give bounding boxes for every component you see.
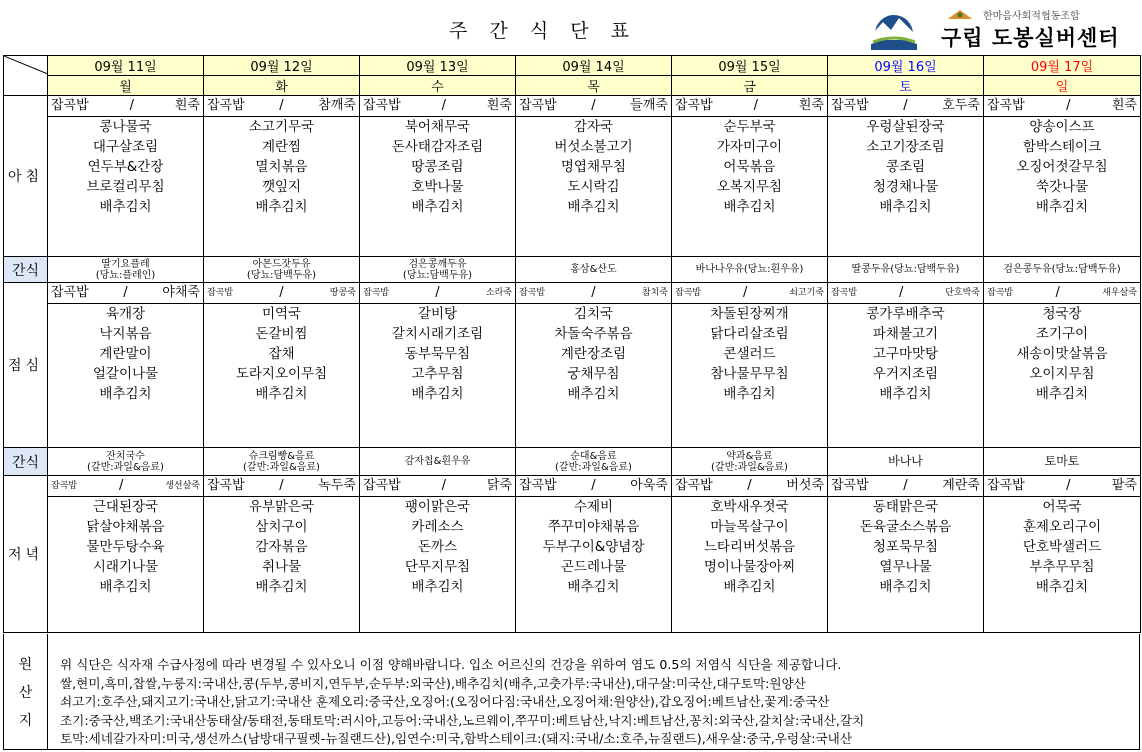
- origin-label: 원 산 지: [4, 634, 48, 750]
- dish-item: 호박나물: [411, 179, 464, 195]
- slash-text: /: [279, 478, 284, 493]
- dinner-cell: [828, 476, 984, 633]
- dish-item: 배추김치: [411, 579, 464, 595]
- dish-item: 콩조림: [885, 159, 926, 175]
- porridge-text: 쇠고기죽: [789, 288, 824, 298]
- origin-line: 쌀,현미,흑미,찹쌀,누룽지:국내산,콩(두부,콩비지,연두부,순두부:외국산),배추김치(배추,고춧가루:국내산),대구살:미국산,대구토막:원양산: [60, 675, 806, 691]
- snack-item: 홍삼&산도: [570, 264, 617, 275]
- slash-text: /: [279, 285, 284, 300]
- porridge-line: [48, 476, 203, 497]
- dish-item: 느타리버섯볶음: [703, 539, 796, 555]
- dish-item: 훈제오리구이: [1022, 519, 1102, 535]
- snack-item: 딸콩두유(당뇨:담백두유): [851, 264, 960, 275]
- dish-item: 배추김치: [567, 386, 620, 402]
- dish-item: 유부맑은국: [248, 499, 315, 515]
- origin-line: 조기:중국산,백조기:국내산동태살/동태전,동태토막:러시아,고등어:국내산,노르웨이,쭈꾸미:베트남산,낙지:베트남산,꽁치:외국산,갈치살:국내산,갈치: [60, 712, 865, 728]
- slash-text: /: [747, 478, 752, 493]
- lunch-row: [4, 283, 1141, 448]
- snack-note: (갈반:과일&음료): [243, 461, 320, 473]
- dish-item: 청포묵무침: [872, 539, 939, 555]
- porridge-text: 닭죽: [486, 478, 512, 493]
- dish-item: 계란장조림: [560, 346, 627, 362]
- dish-item: 육개장: [105, 306, 146, 322]
- porridge-text: 땅콩죽: [329, 288, 356, 298]
- dish-item: 시래기나물: [92, 559, 159, 575]
- slash-text: /: [118, 478, 124, 493]
- porridge-text: 흰죽: [1111, 98, 1137, 113]
- porridge-line: [204, 283, 359, 304]
- snack-note: (당뇨:플레인): [95, 269, 156, 281]
- porridge-text: 들깨죽: [630, 98, 668, 113]
- date-cell: 09월 17일: [984, 56, 1141, 76]
- rice-text: 잡곡밥: [519, 288, 546, 298]
- dish-item: 돈육굴소스볶음: [859, 519, 952, 535]
- menu-sheet: [3, 0, 1140, 750]
- dish-item: 동태맑은국: [872, 499, 939, 515]
- dish-item: 배추김치: [255, 199, 308, 215]
- porridge-text: 흰죽: [798, 98, 824, 113]
- snack-item: 잔치국수: [106, 450, 145, 462]
- porridge-text: 소라죽: [485, 288, 512, 298]
- snack-item: 토마토: [1044, 454, 1080, 468]
- snack-cell: [48, 257, 204, 283]
- origin-line: 쇠고기:호주산,돼지고기:국내산,닭고기:국내산 훈제오리:중국산,오징어:(오징어다짐:국내산,오징어채:원양산),갑오징어:베트남산,꽃게:중국산: [60, 694, 830, 709]
- dish-item: 멸치볶음: [255, 159, 308, 175]
- dish-item: 배추김치: [723, 579, 776, 595]
- rice-text: 잡곡밥: [207, 478, 245, 493]
- dish-item: 취나물: [261, 559, 302, 575]
- porridge-line: [360, 476, 515, 497]
- date-cell: 09월 16일: [828, 56, 984, 76]
- slash-text: /: [441, 478, 446, 493]
- dish-item: 삼치구이: [255, 519, 308, 535]
- snack-cell: [828, 257, 984, 283]
- breakfast-cell: [672, 96, 828, 257]
- dish-item: 차돌된장찌개: [710, 306, 789, 322]
- lunch-cell: [672, 283, 828, 448]
- dish-item: 단무지무침: [404, 559, 471, 575]
- porridge-text: 새우살죽: [1102, 288, 1137, 298]
- dish-item: 배추김치: [1035, 199, 1089, 215]
- rice-text: 잡곡밥: [675, 98, 713, 113]
- porridge-line: [48, 283, 203, 304]
- date-row: [4, 56, 1141, 76]
- dish-item: 배추김치: [99, 386, 152, 402]
- rice-text: 잡곡밥: [831, 288, 858, 298]
- porridge-line: [828, 476, 983, 497]
- dish-item: 차돌숙주볶음: [554, 326, 633, 342]
- breakfast-label: 아침: [4, 96, 48, 257]
- porridge-text: 호두죽: [942, 98, 980, 113]
- porridge-text: 참깨죽: [318, 98, 356, 113]
- porridge-line: [360, 96, 515, 117]
- dinner-cell: [672, 476, 828, 633]
- dinner-cell: [360, 476, 516, 633]
- org-name: 구립 도봉실버센터: [941, 26, 1120, 50]
- dish-item: 도라지오이무침: [235, 366, 328, 382]
- dish-item: 돈갈비찜: [255, 326, 308, 342]
- rice-text: 잡곡밥: [51, 98, 89, 113]
- dish-item: 소고기장조림: [866, 139, 945, 155]
- origin-line: 토막:세네갈가자미:미국,생선까스(남방대구필렛-뉴질랜드산),임연수:미국,함박스테이크:(돼지:국내/소:호주,뉴질랜드),새우살:중국,우렁살:국내산: [60, 731, 853, 746]
- snack-cell: [48, 448, 204, 476]
- dinner-cell: [204, 476, 360, 633]
- snack-note: (당뇨:담백두유): [246, 269, 317, 281]
- slash-text: /: [903, 478, 908, 493]
- dish-item: 계란찜: [261, 139, 302, 155]
- origin-line: 위 식단은 식자재 수급사정에 따라 변경될 수 있사오니 이점 양해바랍니다. 입소 어르신의 건강을 위하여 염도 0.5의 저염식 식단을 제공합니다.: [60, 657, 842, 672]
- dish-item: 미역국: [261, 306, 302, 322]
- dish-item: 조기구이: [1035, 326, 1089, 342]
- dish-item: 배추김치: [567, 579, 620, 595]
- porridge-line: [204, 96, 359, 117]
- dinner-cell: [516, 476, 672, 633]
- dish-item: 부추무무침: [1029, 559, 1095, 575]
- weekday-row: [4, 76, 1141, 96]
- porridge-line: [984, 476, 1140, 497]
- dish-item: 동부묵무침: [404, 346, 471, 362]
- dish-item: 순두부국: [723, 119, 776, 135]
- dish-item: 단호박샐러드: [1022, 539, 1102, 555]
- porridge-text: 녹두죽: [318, 478, 356, 493]
- weekday-cell: 화: [204, 76, 360, 96]
- lunch-cell: [204, 283, 360, 448]
- snack-cell: [672, 257, 828, 283]
- dish-item: 고구마맛탕: [872, 346, 939, 362]
- dish-item: 곤드레나물: [560, 559, 627, 575]
- breakfast-cell: [516, 96, 672, 257]
- dish-item: 고추무침: [411, 366, 464, 382]
- dish-item: 양송이스프: [1029, 119, 1095, 135]
- mountain-logo-icon: [859, 6, 929, 50]
- porridge-line: [516, 96, 671, 117]
- breakfast-cell: [48, 96, 204, 257]
- porridge-text: 아욱죽: [630, 478, 668, 493]
- page-title: 주 간 식 단 표: [449, 20, 637, 42]
- breakfast-cell: [360, 96, 516, 257]
- dish-item: 배추김치: [723, 199, 776, 215]
- origin-section: [3, 634, 1140, 750]
- dish-item: 돈사태감자조림: [391, 139, 484, 155]
- porridge-text: 단호박죽: [945, 288, 980, 298]
- dish-item: 오징어젓갈무침: [1016, 159, 1108, 175]
- snack-item: 슈크림빵&음료: [248, 450, 315, 462]
- dish-item: 콩가루배추국: [866, 306, 945, 322]
- dish-item: 쑥갓나물: [1035, 179, 1089, 195]
- dish-item: 배추김치: [1035, 579, 1089, 595]
- header: [3, 0, 1140, 55]
- rice-text: 잡곡밥: [675, 288, 702, 298]
- porridge-text: 버섯죽: [786, 478, 824, 493]
- dish-item: 카레소스: [411, 519, 464, 535]
- slash-text: /: [123, 285, 128, 300]
- dish-item: 배추김치: [879, 386, 932, 402]
- porridge-line: [672, 283, 827, 304]
- dish-item: 배추김치: [567, 199, 620, 215]
- slash-text: /: [279, 98, 284, 113]
- snack-item: 검은콩두유(당뇨:담백두유): [1003, 264, 1121, 275]
- dish-item: 배추김치: [99, 579, 152, 595]
- dish-item: 배추김치: [255, 579, 308, 595]
- slash-text: /: [1066, 478, 1071, 493]
- breakfast-row: [4, 96, 1141, 257]
- rice-text: 잡곡밥: [987, 288, 1014, 298]
- porridge-text: 계란죽: [942, 478, 980, 493]
- weekday-cell: 월: [48, 76, 204, 96]
- slash-text: /: [753, 98, 758, 113]
- date-cell: 09월 15일: [672, 56, 828, 76]
- porridge-line: [516, 476, 671, 497]
- dish-item: 수제비: [573, 499, 614, 515]
- origin-text: [60, 656, 1135, 749]
- dish-item: 호박새우젓국: [710, 499, 789, 515]
- rice-text: 잡곡밥: [207, 98, 245, 113]
- date-cell: 09월 12일: [204, 56, 360, 76]
- dish-item: 배추김치: [1035, 386, 1089, 402]
- dinner-row: [4, 476, 1141, 633]
- rice-text: 잡곡밥: [519, 478, 557, 493]
- dish-item: 오이지무침: [1029, 366, 1095, 382]
- snack2-label: 간식: [4, 448, 48, 476]
- diagonal-line-icon: [4, 56, 48, 92]
- rice-text: 잡곡밥: [987, 98, 1025, 113]
- dish-item: 쭈꾸미야채볶음: [547, 519, 640, 535]
- slash-text: /: [129, 98, 134, 113]
- rice-text: 잡곡밥: [831, 478, 869, 493]
- date-cell: 09월 11일: [48, 56, 204, 76]
- snack-item: 순대&음료: [570, 450, 617, 462]
- porridge-text: 참치죽: [641, 288, 668, 298]
- dish-item: 우거지조림: [872, 366, 939, 382]
- dish-item: 브로컬리무침: [86, 179, 165, 195]
- dish-item: 콘샐러드: [723, 346, 776, 362]
- dish-item: 함박스테이크: [1022, 139, 1102, 155]
- dish-item: 물만두탕수육: [86, 539, 165, 555]
- dish-item: 배추김치: [879, 199, 932, 215]
- snack-note: (갈반:과일&음료): [711, 461, 788, 473]
- rice-text: 잡곡밥: [831, 98, 869, 113]
- dish-item: 파채불고기: [872, 326, 939, 342]
- dish-item: 배추김치: [879, 579, 932, 595]
- rice-text: 잡곡밥: [363, 98, 401, 113]
- snack-item: 아몬드잣두유: [252, 258, 311, 270]
- dish-item: 닭살야채볶음: [86, 519, 165, 535]
- snack-item: 바나나: [888, 454, 923, 468]
- rice-text: 잡곡밥: [51, 481, 78, 491]
- slash-text: /: [742, 285, 748, 300]
- snack-cell: [984, 448, 1141, 476]
- dish-item: 돈까스: [417, 539, 458, 555]
- snack1-label: 간식: [4, 257, 48, 283]
- slash-text: /: [435, 285, 440, 300]
- porridge-text: 흰죽: [486, 98, 512, 113]
- snack-cell: [672, 448, 828, 476]
- slash-text: /: [903, 98, 908, 113]
- dish-item: 도시락김: [567, 179, 620, 195]
- snack-note: (갈반:과일&음료): [555, 461, 632, 473]
- dish-item: 소고기무국: [248, 119, 315, 135]
- porridge-line: [984, 283, 1140, 304]
- dish-item: 마늘목살구이: [710, 519, 789, 535]
- porridge-line: [48, 96, 203, 117]
- snack-cell: [204, 448, 360, 476]
- lunch-cell: [984, 283, 1141, 448]
- rice-text: 잡곡밥: [363, 288, 390, 298]
- snack-cell: [516, 257, 672, 283]
- dish-item: 어묵볶음: [723, 159, 776, 175]
- slash-text: /: [591, 478, 596, 493]
- porridge-text: 야채죽: [162, 285, 200, 300]
- weekday-cell: 일: [984, 76, 1141, 96]
- slash-text: /: [898, 285, 904, 300]
- porridge-line: [360, 283, 515, 304]
- weekly-menu-table: [3, 55, 1141, 633]
- snack-item: 검은콩깨두유: [408, 258, 467, 270]
- snack-cell: [984, 257, 1141, 283]
- dish-item: 감자국: [573, 119, 614, 135]
- lunch-cell: [48, 283, 204, 448]
- dish-item: 열무나물: [879, 559, 932, 575]
- snack-cell: [360, 257, 516, 283]
- snack-item: 딸기요플레: [101, 258, 150, 270]
- dish-item: 잡채: [268, 346, 295, 362]
- weekday-cell: 목: [516, 76, 672, 96]
- dinner-cell: [984, 476, 1141, 633]
- breakfast-cell: [984, 96, 1141, 257]
- dish-item: 두부구이&양념장: [542, 539, 645, 555]
- lunch-cell: [360, 283, 516, 448]
- snack-cell: [204, 257, 360, 283]
- dish-item: 닭다리살조림: [710, 326, 789, 342]
- dish-item: 깻잎지: [261, 179, 302, 195]
- co-op-logo-icon: [946, 8, 974, 20]
- dish-item: 어묵국: [1042, 499, 1082, 515]
- weekday-cell: 토: [828, 76, 984, 96]
- rice-text: 잡곡밥: [987, 478, 1025, 493]
- porridge-text: 생선살죽: [165, 481, 200, 491]
- snack1-row: [4, 257, 1141, 283]
- rice-text: 잡곡밥: [363, 478, 401, 493]
- dish-item: 배추김치: [99, 199, 152, 215]
- snack-cell: [516, 448, 672, 476]
- dish-item: 계란말이: [99, 346, 152, 362]
- weekday-cell: 금: [672, 76, 828, 96]
- lunch-label: 점심: [4, 283, 48, 448]
- breakfast-cell: [204, 96, 360, 257]
- dish-item: 배추김치: [411, 386, 464, 402]
- dish-item: 근대된장국: [92, 499, 159, 515]
- dish-item: 오복지무침: [716, 179, 783, 195]
- dish-item: 김치국: [573, 306, 614, 322]
- dish-item: 배추김치: [411, 199, 464, 215]
- dish-item: 대구살조림: [92, 139, 159, 155]
- snack-item: 감자칩&흰우유: [404, 456, 471, 467]
- org-subtitle: 한마음사회적협동조합: [983, 11, 1080, 22]
- snack-note: (당뇨:담백두유): [402, 269, 473, 281]
- rice-text: 잡곡밥: [519, 98, 557, 113]
- dish-item: 낙지볶음: [99, 326, 152, 342]
- dinner-cell: [48, 476, 204, 633]
- dish-item: 연두부&간장: [87, 159, 164, 175]
- porridge-text: 팥죽: [1111, 478, 1137, 493]
- dish-item: 배추김치: [255, 386, 308, 402]
- snack-note: (갈반:과일&음료): [87, 461, 164, 473]
- slash-text: /: [591, 98, 596, 113]
- slash-text: /: [1066, 98, 1071, 113]
- porridge-line: [516, 283, 671, 304]
- dish-item: 감자볶음: [255, 539, 308, 555]
- snack-item: 약과&음료: [726, 450, 773, 462]
- porridge-line: [204, 476, 359, 497]
- lunch-cell: [828, 283, 984, 448]
- dish-item: 명엽채무침: [560, 159, 627, 175]
- dish-item: 명이나물장아찌: [703, 559, 796, 575]
- snack-cell: [360, 448, 516, 476]
- snack-cell: [828, 448, 984, 476]
- dish-item: 배추김치: [723, 386, 776, 402]
- dinner-label: 저녁: [4, 476, 48, 633]
- dish-item: 갈치시래기조림: [391, 326, 484, 342]
- slash-text: /: [441, 98, 446, 113]
- dish-item: 새송이맛살볶음: [1016, 346, 1108, 362]
- dish-item: 우렁살된장국: [866, 119, 945, 135]
- porridge-line: [672, 96, 827, 117]
- porridge-text: 흰죽: [174, 98, 200, 113]
- dish-item: 궁채무침: [567, 366, 620, 382]
- snack2-row: [4, 448, 1141, 476]
- dish-item: 참나물무무침: [710, 366, 789, 382]
- dish-item: 버섯소불고기: [554, 139, 633, 155]
- dish-item: 가자미구이: [716, 139, 783, 155]
- corner-cell: [4, 56, 48, 96]
- weekday-cell: 수: [360, 76, 516, 96]
- rice-text: 잡곡밥: [675, 478, 713, 493]
- porridge-line: [828, 96, 983, 117]
- rice-text: 잡곡밥: [207, 288, 234, 298]
- dish-item: 청국장: [1042, 306, 1082, 322]
- porridge-line: [984, 96, 1140, 117]
- dish-item: 청경채나물: [872, 179, 939, 195]
- date-cell: 09월 14일: [516, 56, 672, 76]
- dish-item: 팽이맑은국: [404, 499, 471, 515]
- porridge-line: [828, 283, 983, 304]
- breakfast-cell: [828, 96, 984, 257]
- dish-item: 땅콩조림: [411, 159, 464, 175]
- dish-item: 북어채무국: [404, 119, 471, 135]
- dish-item: 얼갈이나물: [92, 366, 159, 382]
- snack-item: 바나나우유(당뇨:흰우유): [695, 264, 804, 275]
- date-cell: 09월 13일: [360, 56, 516, 76]
- slash-text: /: [591, 285, 596, 300]
- dish-item: 갈비탕: [417, 306, 458, 322]
- slash-text: /: [1055, 285, 1060, 300]
- dish-item: 콩나물국: [99, 119, 152, 135]
- lunch-cell: [516, 283, 672, 448]
- rice-text: 잡곡밥: [51, 285, 89, 300]
- porridge-line: [672, 476, 827, 497]
